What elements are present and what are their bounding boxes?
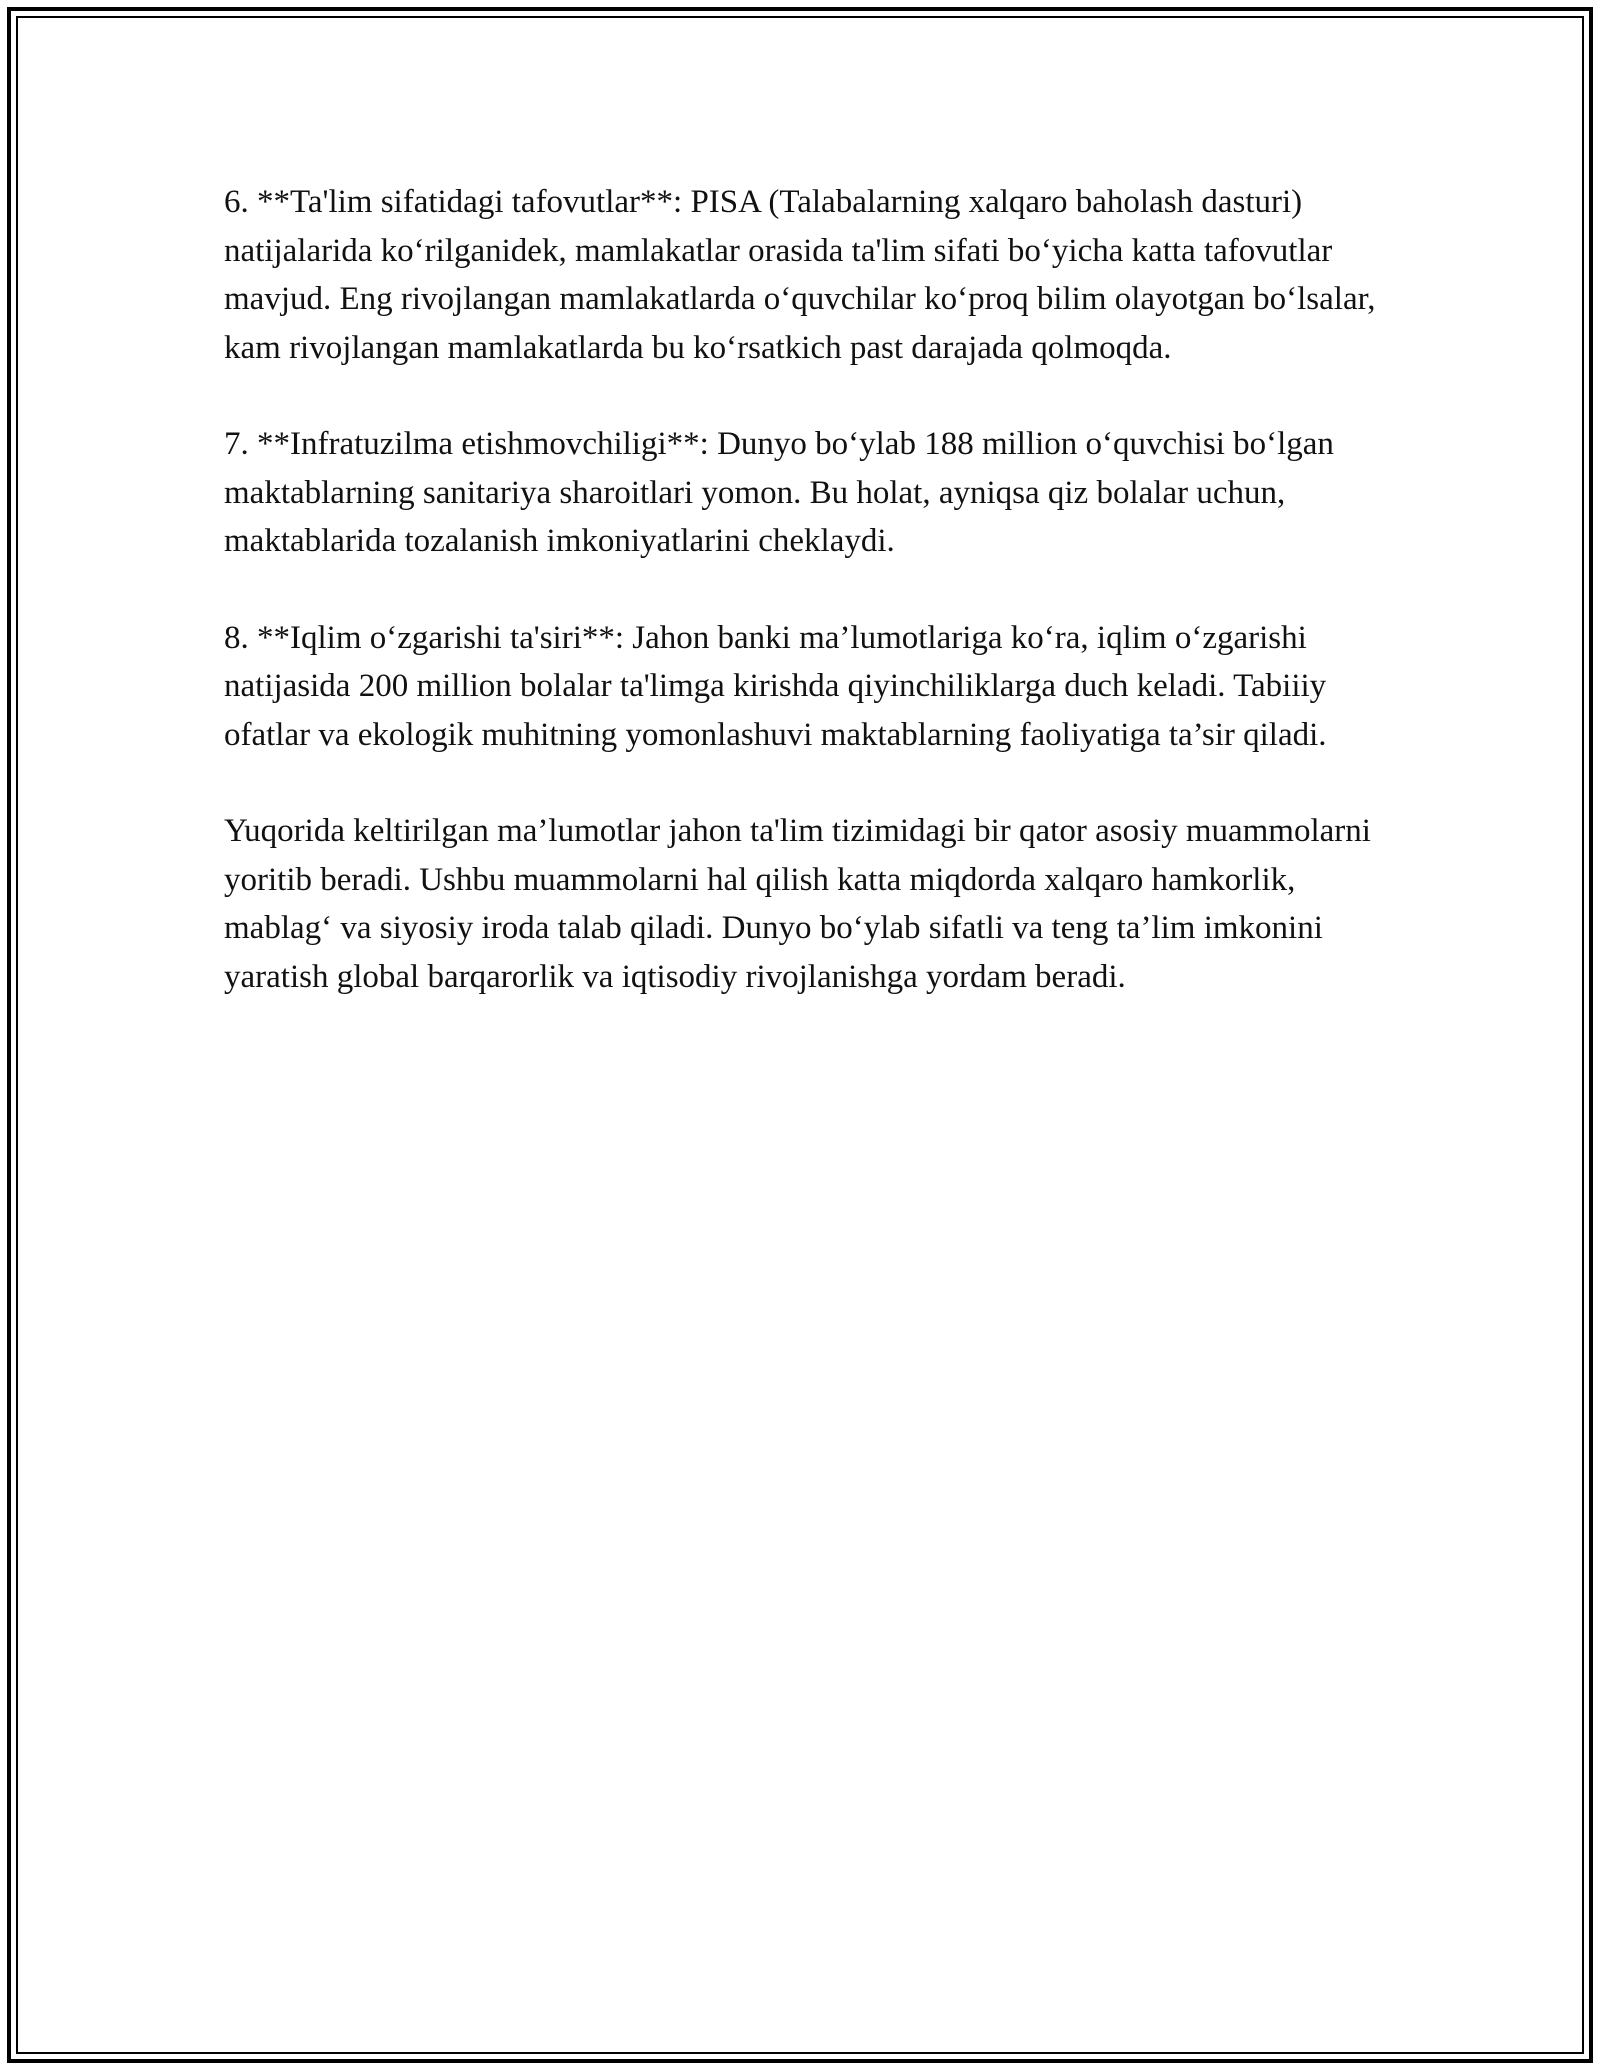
paragraph-item-6: 6. **Ta'lim sifatidagi tafovutlar**: PISA (Talabalarning xalqaro baholash dasturi) natijalarida ko‘rilganidek, mamlakatlar orasida ta'lim sifati bo‘yicha katta tafovutlar mavjud. Eng rivojlangan mamlakatlarda o‘quvchilar ko‘proq bilim olayotgan bo‘lsalar, kam rivojlangan mamlakatlarda bu ko‘rsatkich past darajada qolmoqda. [224,184,1376,366]
paragraph-item-8: 8. **Iqlim o‘zgarishi ta'siri**: Jahon banki ma’lumotlariga ko‘ra, iqlim o‘zgarishi natijasida 200 million bolalar ta'limga kirishda qiyinchiliklarga duch keladi. Tabiiiy ofatlar va ekologik muhitning yomonlashuvi maktablarning faoliyatiga ta’sir qiladi. [224,619,1327,753]
conclusion-paragraph: Yuqorida keltirilgan ma’lumotlar jahon ta'lim tizimidagi bir qator asosiy muammolarni yoritib beradi. Ushbu muammolarni hal qilish katta miqdorda xalqaro hamkorlik, mablag‘ va siyosiy iroda talab qiladi. Dunyo bo‘ylab sifatli va teng ta’lim imkonini yaratish global barqarorlik va iqtisodiy rivojlanishga yordam beradi. [224,813,1371,995]
paragraph-item-7: 7. **Infratuzilma etishmovchiligi**: Dunyo bo‘ylab 188 million o‘quvchisi bo‘lgan maktablarning sanitariya sharoitlari yomon. Bu holat, ayniqsa qiz bolalar uchun, maktablarida tozalanish imkoniyatlarini cheklaydi. [224,426,1334,559]
document-body [224,178,1384,1049]
